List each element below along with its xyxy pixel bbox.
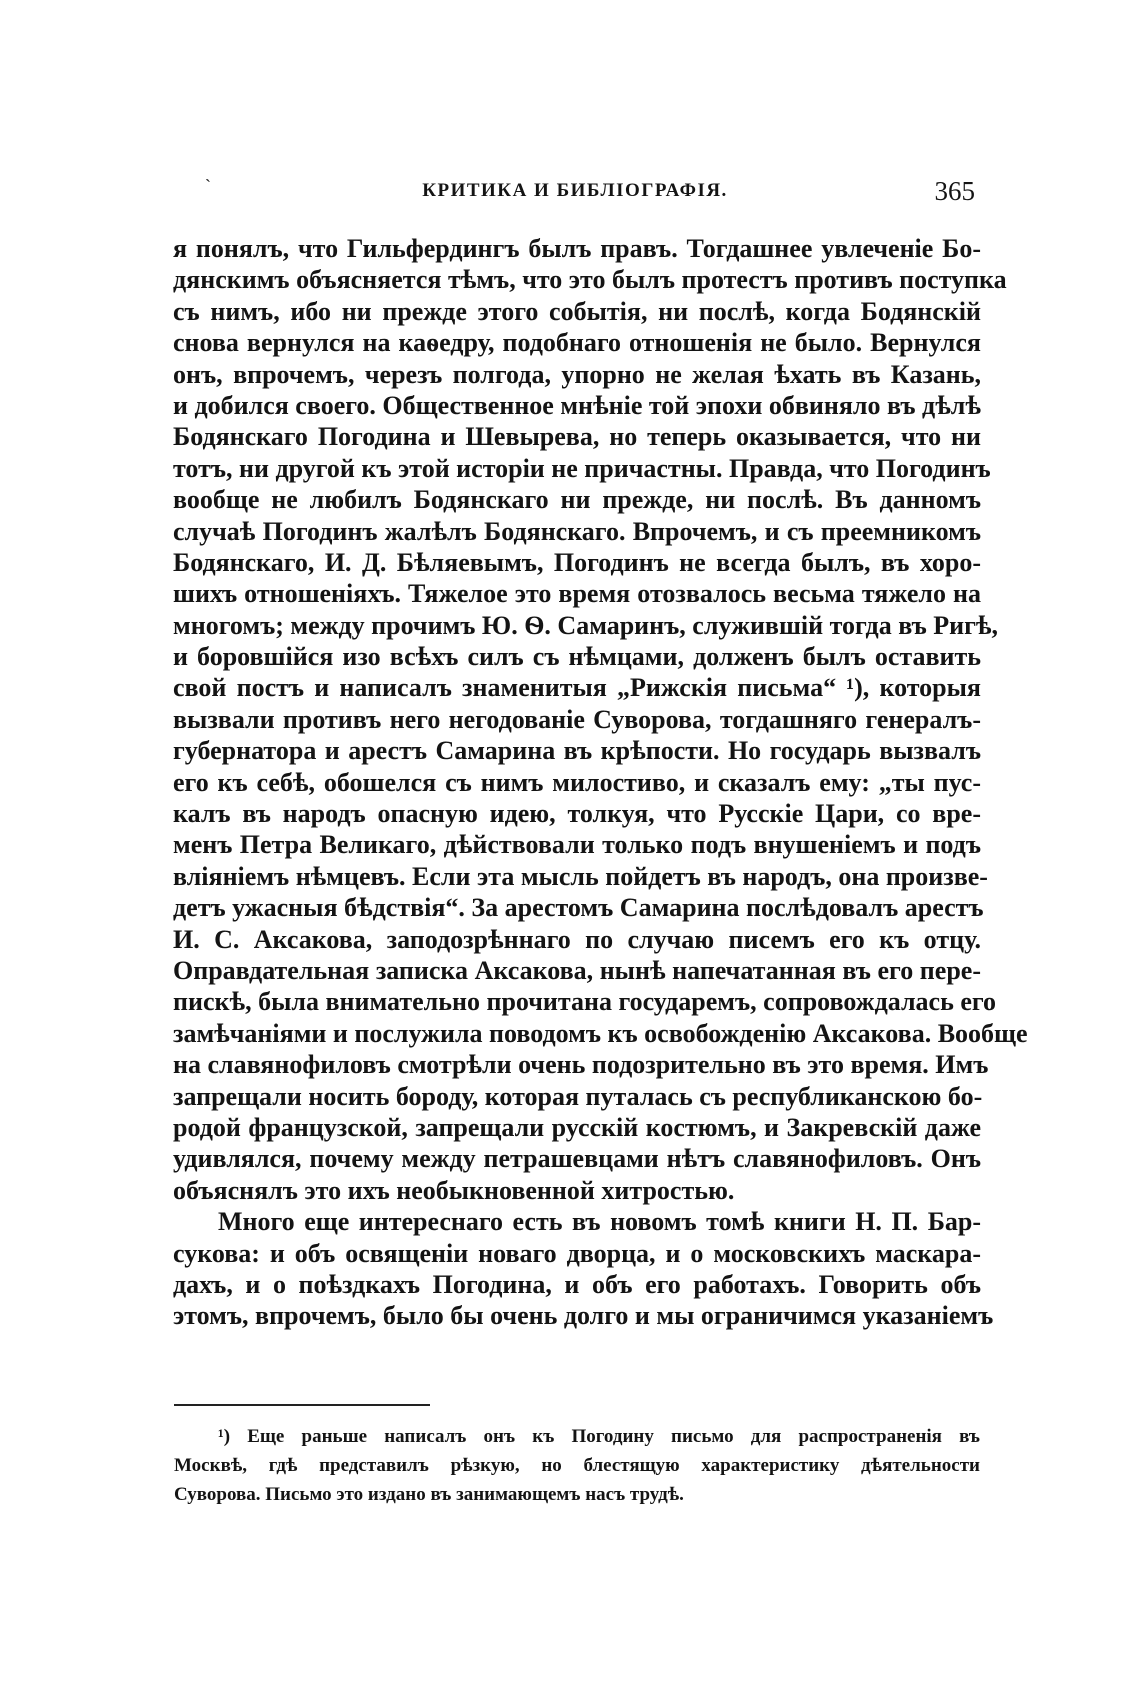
text-line: губернатора и арестъ Самарина въ крѣпости. Но государь вызвалъ: [173, 736, 981, 766]
text-line: свой постъ и написалъ знаменитыя „Рижскія письма“ ¹), которыя: [173, 673, 981, 703]
text-line: дахъ, и о поѣздкахъ Погодина, и объ его работахъ. Говорить объ: [173, 1269, 981, 1299]
page-number: 365: [934, 176, 975, 206]
running-title: КРИТИКА И БИБЛІОГРАФІЯ.: [422, 180, 728, 201]
text-line: калъ въ народъ опасную идею, толкуя, что Русскіе Цари, со вре-: [173, 799, 981, 829]
text-line: замѣчаніями и послужила поводомъ къ освобожденію Аксакова. Вообще: [173, 1018, 1028, 1048]
text-line: случаѣ Погодинъ жалѣлъ Бодянскаго. Впрочемъ, и съ преемникомъ: [173, 516, 981, 546]
text-line: онъ, впрочемъ, черезъ полгода, упорно не желая ѣхать въ Казань,: [173, 359, 981, 389]
text-line: на славянофиловъ смотрѣли очень подозрительно въ это время. Имъ: [173, 1050, 989, 1080]
text-line: пискѣ, была внимательно прочитана государемъ, сопровождалась его: [173, 987, 997, 1017]
text-line: родой французской, запрещали русскій костюмъ, и Закревскій даже: [173, 1112, 981, 1142]
text-line: тотъ, ни другой къ этой исторіи не причастны. Правда, что Погодинъ: [173, 453, 991, 483]
paragraph-start-line: Много еще интереснаго есть въ новомъ томѣ книги Н. П. Бар-: [218, 1207, 981, 1237]
text-line: съ нимъ, ибо ни прежде этого событія, ни послѣ, когда Бодянскій: [173, 296, 981, 326]
footnote-line: ¹) Еще раньше написалъ онъ къ Погодину письмо для распространенія въ: [218, 1426, 980, 1447]
text-line: Оправдательная записка Аксакова, нынѣ напечатанная въ его пере-: [173, 955, 981, 985]
text-line: этомъ, впрочемъ, было бы очень долго и мы ограничимся указаніемъ: [173, 1301, 994, 1331]
text-line: вообще не любилъ Бодянскаго ни прежде, ни послѣ. Въ данномъ: [173, 485, 981, 515]
text-line: И. С. Аксакова, заподозрѣннаго по случаю писемъ его къ отцу.: [173, 924, 981, 954]
body-text: [173, 233, 1028, 1332]
footnote: [174, 1422, 980, 1509]
text-line: многомъ; между прочимъ Ю. Ѳ. Самаринъ, служившій тогда въ Ригѣ,: [173, 610, 999, 640]
footnote-rule: [174, 1404, 430, 1406]
text-line: Бодянскаго Погодина и Шевырева, но теперь оказывается, что ни: [173, 422, 981, 452]
text-line: вліяніемъ нѣмцевъ. Если эта мысль пойдетъ въ народъ, она произве-: [173, 861, 988, 891]
text-line: менъ Петра Великаго, дѣйствовали только подъ внушеніемъ и подъ: [173, 830, 981, 860]
text-line: детъ ужасныя бѣдствія“. За арестомъ Самарина послѣдовалъ арестъ: [173, 893, 984, 923]
text-line: запрещали носить бороду, которая путалась съ республиканскою бо-: [173, 1081, 983, 1111]
header-mark: `: [205, 176, 211, 196]
text-line: Бодянскаго, И. Д. Бѣляевымъ, Погодинъ не всегда былъ, въ хоро-: [173, 547, 981, 577]
paragraph-end-line: объяснялъ это ихъ необыкновенной хитростью.: [173, 1175, 735, 1205]
text-line: его къ себѣ, обошелся съ нимъ милостиво, и сказалъ ему: „ты пус-: [173, 767, 981, 797]
text-line: и добился своего. Общественное мнѣніе той эпохи обвиняло въ дѣлѣ: [173, 390, 981, 420]
text-line: и боровшійся изо всѣхъ силъ съ нѣмцами, долженъ былъ оставить: [173, 642, 981, 672]
text-line: я понялъ, что Гильфердингъ былъ правъ. Тогдашнее увлеченіе Бо-: [173, 234, 981, 263]
page-header: [175, 176, 975, 210]
text-line: сукова: и объ освященіи новаго дворца, и о московскихъ маскара-: [173, 1238, 981, 1268]
footnote-line: Суворова. Письмо это издано въ занимающемъ насъ трудѣ.: [174, 1484, 684, 1505]
text-line: удивлялся, почему между петрашевцами нѣтъ славянофиловъ. Онъ: [173, 1144, 981, 1174]
footnote-line: Москвѣ, гдѣ представилъ рѣзкую, но блестящую характеристику дѣятельности: [174, 1455, 980, 1476]
text-line: шихъ отношеніяхъ. Тяжелое это время отозвалось весьма тяжело на: [173, 579, 981, 609]
text-line: дянскимъ объясняется тѣмъ, что это былъ протестъ противъ поступка: [173, 265, 1007, 295]
text-line: снова вернулся на каѳедру, подобнаго отношенія не было. Вернулся: [173, 328, 981, 358]
text-line: вызвали противъ него негодованіе Суворова, тогдашняго генералъ-: [173, 704, 981, 734]
